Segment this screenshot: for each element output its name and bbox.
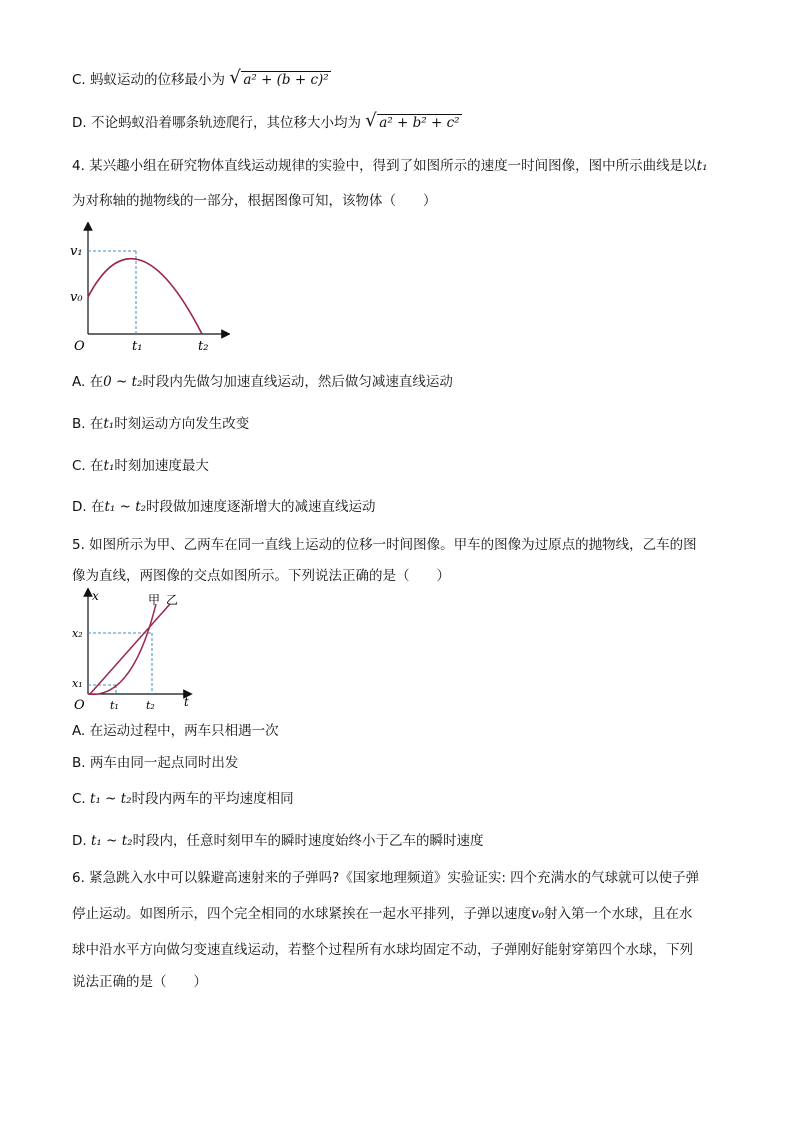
label-jia: 甲 <box>148 593 161 607</box>
label-v0: v₀ <box>70 290 83 305</box>
label-v1: v₁ <box>70 244 83 259</box>
label-t1: t₁ <box>132 339 143 354</box>
option-text: 不论蚂蚁沿着哪条轨迹爬行，其位移大小均为 <box>90 115 361 131</box>
q4-stem-line1: 4. 某兴趣小组在研究物体直线运动规律的实验中，得到了如图所示的速度一时间图像，图中所示曲线是以t₁ <box>72 158 708 174</box>
label-yi: 乙 <box>166 593 179 607</box>
q5-xt-graph <box>70 588 200 713</box>
option-label: C. <box>72 72 86 88</box>
jia-parabola <box>88 604 156 694</box>
sqrt-formula: √ a² + b² + c² <box>365 113 461 133</box>
q4-option-b: B. 在t₁时刻运动方向发生改变 <box>72 416 250 432</box>
option-label: D. <box>72 115 87 131</box>
label-origin: O <box>74 698 85 713</box>
q3-option-c <box>72 70 331 90</box>
q4-option-d: D. 在t₁ ~ t₂时段做加速度逐渐增大的减速直线运动 <box>72 499 376 515</box>
q4-option-c: C. 在t₁时刻加速度最大 <box>72 458 209 474</box>
q4-stem-line2: 为对称轴的抛物线的一部分，根据图像可知，该物体（ ） <box>72 193 437 209</box>
label-origin: O <box>74 339 85 354</box>
q5-option-c: C. t₁ ~ t₂时段内两车的平均速度相同 <box>72 791 294 807</box>
sqrt-formula: √ a² + (b + c)² <box>229 70 330 90</box>
label-x2: x₂ <box>72 627 83 640</box>
q6-line4: 说法正确的是（ ） <box>72 974 207 990</box>
q6-line2: 停止运动。如图所示，四个完全相同的水球紧挨在一起水平排列，子弹以速度v₀射入第一个水球，且在水 <box>72 906 693 922</box>
q5-stem-line2: 像为直线，两图像的交点如图所示。下列说法正确的是（ ） <box>72 568 450 584</box>
q5-option-d: D. t₁ ~ t₂时段内，任意时刻甲车的瞬时速度始终小于乙车的瞬时速度 <box>72 833 484 849</box>
q5-option-b: B. 两车由同一起点同时出发 <box>72 755 239 771</box>
q4-option-a: A. 在0 ~ t₂时段内先做匀加速直线运动，然后做匀减速直线运动 <box>72 374 453 390</box>
velocity-curve <box>88 259 202 334</box>
q5-option-a: A. 在运动过程中，两车只相遇一次 <box>72 723 279 739</box>
yi-line <box>90 604 170 694</box>
label-t2: t₂ <box>146 699 155 712</box>
label-x1: x₁ <box>72 677 83 690</box>
q5-stem-line1: 5. 如图所示为甲、乙两车在同一直线上运动的位移一时间图像。甲车的图像为过原点的抛物线，乙车的图 <box>72 537 697 553</box>
label-x-axis: x <box>92 589 99 603</box>
q3-option-d <box>72 113 462 133</box>
label-t-axis: t <box>184 695 189 709</box>
q6-line1: 6. 紧急跳入水中可以躲避高速射来的子弹吗?《国家地理频道》实验证实: 四个充满水的气球就可以使子弹 <box>72 870 700 886</box>
label-t2: t₂ <box>198 339 209 354</box>
label-t1: t₁ <box>110 699 119 712</box>
option-text: 蚂蚁运动的位移最小为 <box>90 72 226 88</box>
q4-vt-graph <box>70 222 230 362</box>
q6-line3: 球中沿水平方向做匀变速直线运动，若整个过程所有水球均固定不动，子弹刚好能射穿第四个水球，下列 <box>72 942 693 958</box>
